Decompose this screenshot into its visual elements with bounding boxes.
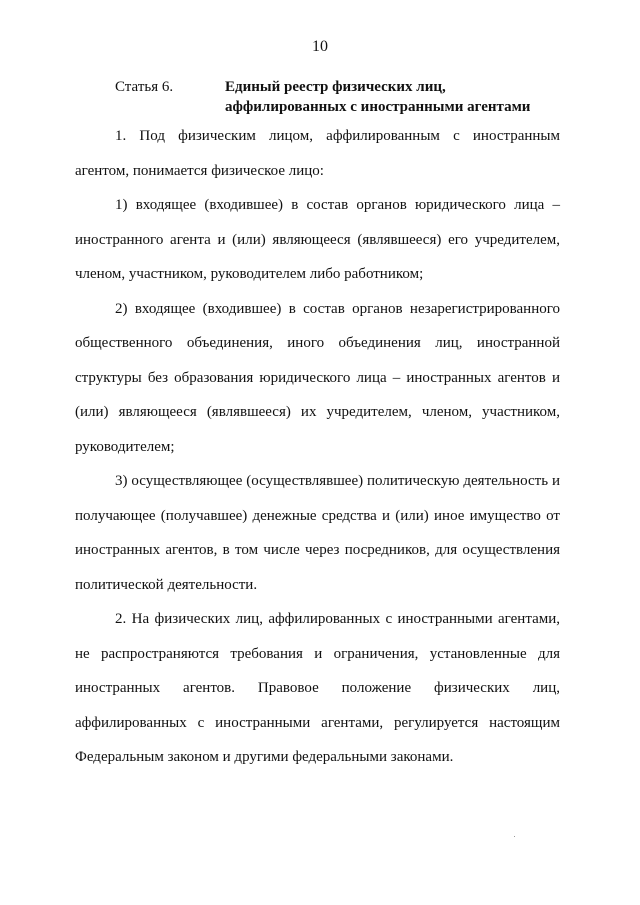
- article-label: Статья 6.: [115, 79, 174, 95]
- paragraph-part-2: 2. На физических лиц, аффилированных с иностранными агентами, не распространяются требования и ограничения, установленные для иностранных агентов. Правовое положение физических лиц, аффилированных с иностранными агентами, регулируется настоящим Федеральным законом и другими федеральными законами.: [75, 611, 560, 765]
- article-body: [75, 119, 560, 775]
- article-title-line-2: аффилированных с иностранными агентами: [225, 99, 531, 115]
- article-title-line-1: Единый реестр физических лиц,: [225, 79, 446, 95]
- article-title: [225, 77, 585, 117]
- scan-speck: [514, 836, 515, 837]
- paragraph-item-2: 2) входящее (входившее) в состав органов незарегистрированного общественного объединения, иного объединения лиц, иностранной структуры без образования юридического лица – иностранных агентов и (или) являющееся (являвшееся) их учредителем, членом, участником, руководителем;: [75, 300, 560, 455]
- page-number: 10: [312, 38, 328, 55]
- paragraph-item-3: 3) осуществляющее (осуществлявшее) политическую деятельность и получающее (получавшее) денежные средства и (или) иное имущество от иностранных агентов, в том числе через посредников, для осуществления политической деятельности.: [75, 473, 560, 593]
- paragraph-item-1: 1) входящее (входившее) в состав органов юридического лица – иностранного агента и (или) являющееся (являвшееся) его учредителем, членом, участником, руководителем либо работником;: [75, 197, 560, 282]
- paragraph-part-1-intro: 1. Под физическим лицом, аффилированным с иностранным агентом, понимается физическое лицо:: [75, 128, 560, 179]
